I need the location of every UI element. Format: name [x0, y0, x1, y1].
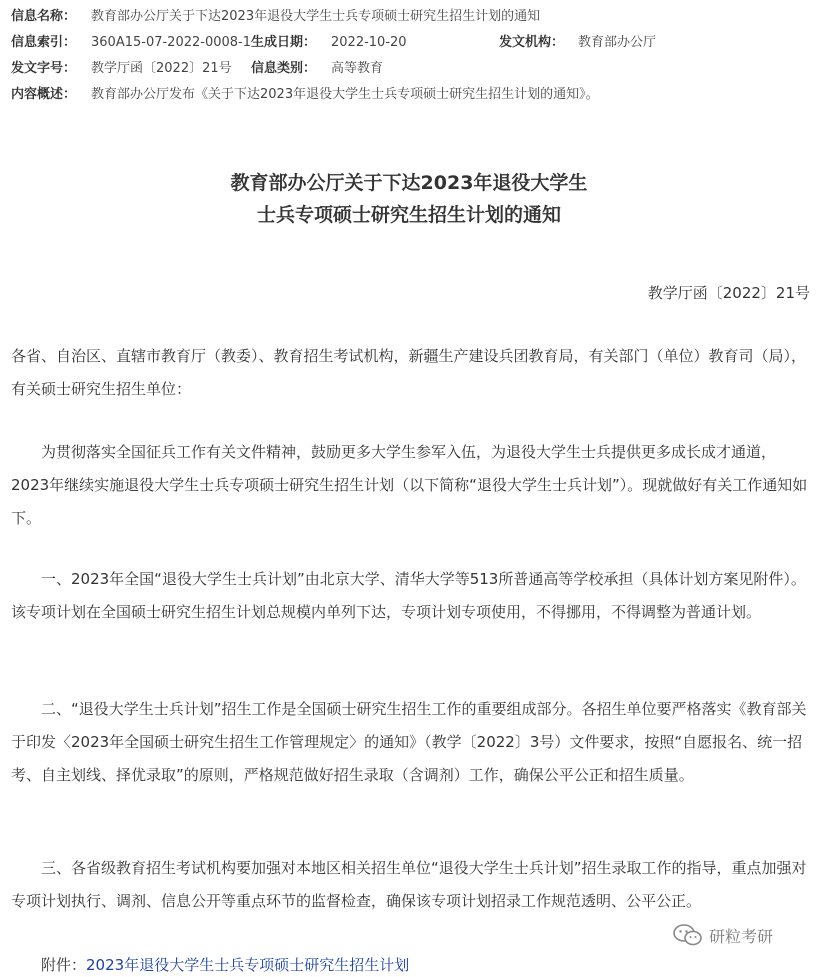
meta-date-value: 2022-10-20 — [331, 35, 407, 50]
meta-docno-value: 教学厅函〔2022〕21号 — [91, 61, 232, 76]
meta-issuer-label: 发文机构： — [499, 35, 565, 50]
watermark-text: 研粒考研 — [709, 926, 774, 946]
document-title-line2: 士兵专项硕士研究生招生计划的通知 — [256, 204, 561, 226]
salutation: 各省、自治区、直辖市教育厅（教委）、教育招生考试机构，新疆生产建设兵团教育局，有关部门（单位）教育司（局），有关硕士研究生招生单位： — [11, 347, 807, 398]
meta-date-label: 生成日期： — [251, 35, 317, 50]
paragraph-item-2: 二、“退役大学生士兵计划”招生工作是全国硕士研究生招生工作的重要组成部分。各招生单位要严格落实《教育部关于印发〈2023年全国硕士研究生招生工作管理规定〉的通知》（教学〔2022〕3号）文件要求，按照“自愿报名、统一招考、自主划线、择优录取”的原则，严格规范做好招生录取（含调剂）工作，确保公平公正和招生质量。 — [11, 700, 807, 784]
meta-row-title — [11, 4, 811, 30]
wechat-icon — [673, 923, 703, 947]
meta-title-value: 教育部办公厅关于下达2023年退役大学生士兵专项硕士研究生招生计划的通知 — [91, 9, 541, 24]
meta-row-docno — [11, 56, 811, 82]
attachment-label: 附件： — [41, 956, 87, 974]
paragraph-item-1: 一、2023年全国“退役大学生士兵计划”由北京大学、清华大学等513所普通高等学校承担（具体计划方案见附件）。该专项计划在全国硕士研究生招生计划总规模内单列下达，专项计划专项使用，不得挪用，不得调整为普通计划。 — [11, 570, 806, 621]
attachment-link[interactable]: 2023年退役大学生士兵专项硕士研究生招生计划 — [86, 956, 410, 974]
meta-docno-label: 发文字号： — [11, 61, 77, 76]
info-metadata — [11, 4, 811, 108]
meta-row-index — [11, 30, 811, 56]
meta-summary-value: 教育部办公厅发布《关于下达2023年退役大学生士兵专项硕士研究生招生计划的通知》。 — [91, 87, 599, 102]
document-title — [0, 167, 818, 231]
paragraph-intro: 为贯彻落实全国征兵工作有关文件精神，鼓励更多大学生参军入伍，为退役大学生士兵提供更多成长成才通道，2023年继续实施退役大学生士兵专项硕士研究生招生计划（以下简称“退役大学生士兵计划”）。现就做好有关工作通知如下。 — [11, 443, 808, 527]
meta-title-label: 信息名称： — [11, 9, 77, 24]
meta-row-summary — [11, 82, 811, 108]
meta-index-label: 信息索引： — [11, 35, 77, 50]
meta-category-label: 信息类别： — [251, 61, 317, 76]
attachment-line — [41, 953, 409, 977]
document-title-line1: 教育部办公厅关于下达2023年退役大学生 — [230, 172, 588, 194]
meta-summary-label: 内容概述： — [11, 87, 77, 102]
meta-index-value: 360A15-07-2022-0008-1 — [91, 35, 251, 50]
meta-category-value: 高等教育 — [331, 61, 384, 76]
document-number: 教学厅函〔2022〕21号 — [647, 284, 810, 302]
paragraph-item-3: 三、各省级教育招生考试机构要加强对本地区相关招生单位“退役大学生士兵计划”招生录取工作的指导，重点加强对专项计划执行、调剂、信息公开等重点环节的监督检查，确保该专项计划招录工作规范透明、公平公正。 — [11, 859, 807, 910]
watermark — [673, 923, 773, 947]
meta-issuer-value: 教育部办公厅 — [578, 35, 657, 50]
